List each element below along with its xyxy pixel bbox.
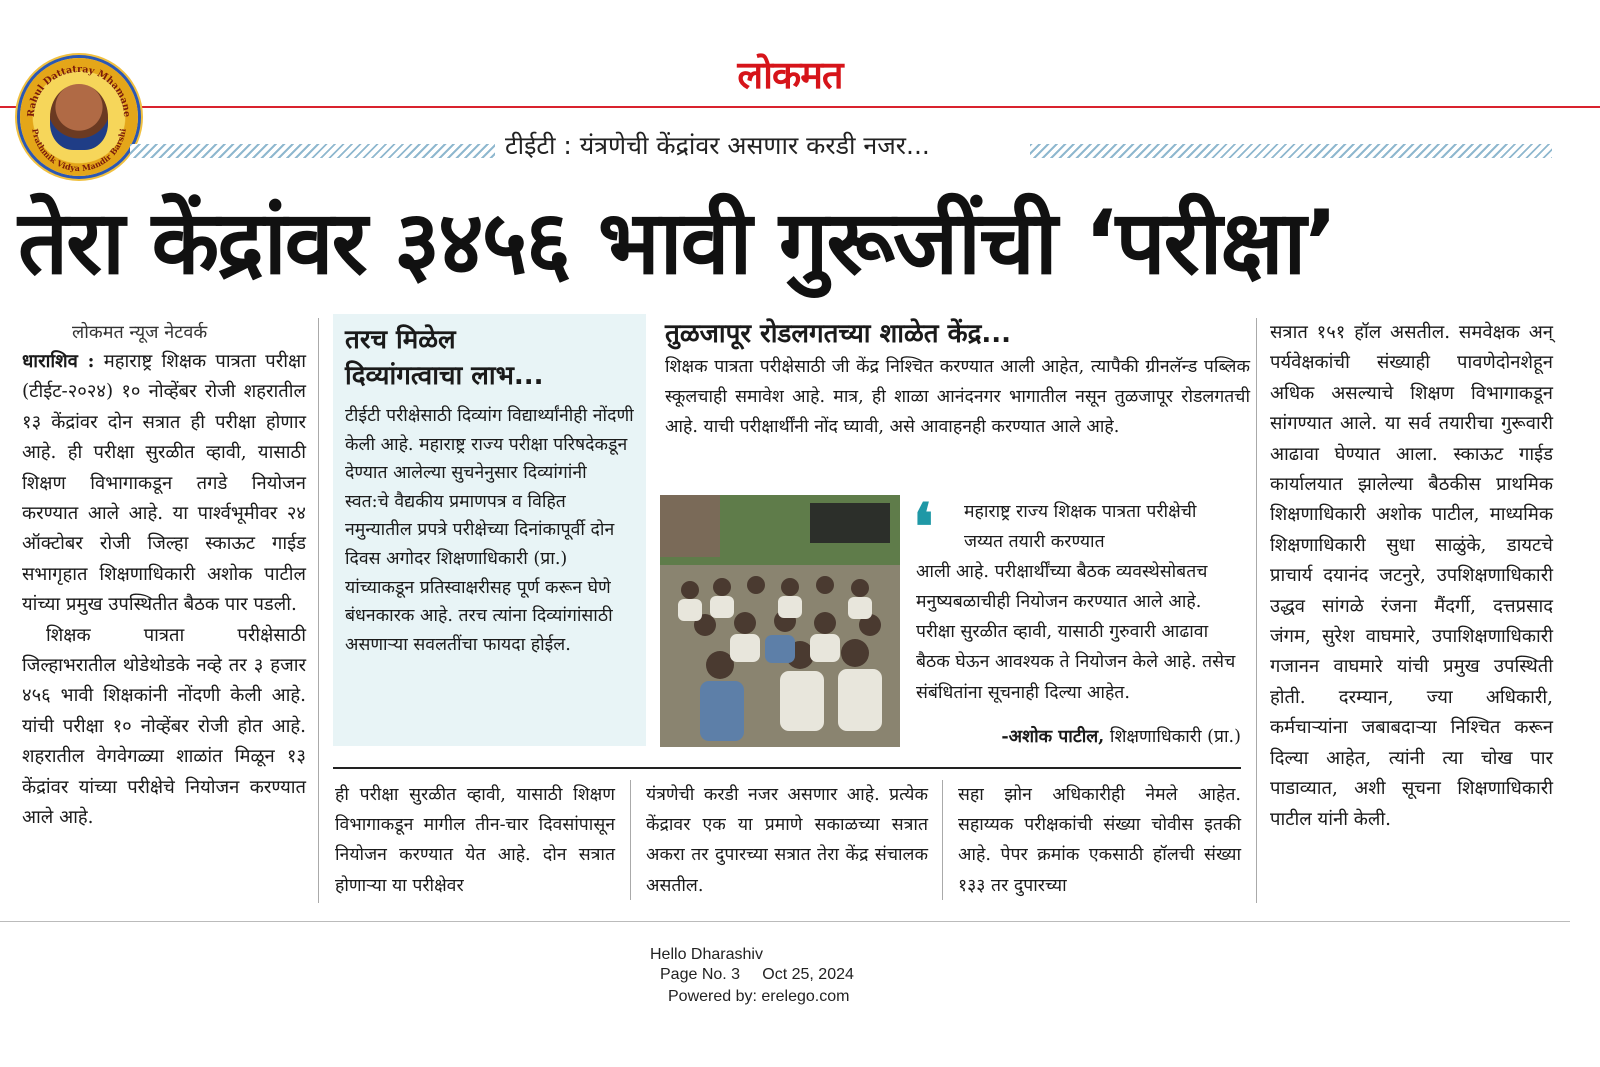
bottom-column-1: ही परीक्षा सुरळीत व्हावी, यासाठी शिक्षण विभागाकडून मागील तीन-चार दिवसांपासून नियोजन करण्यात येत आहे. दोन सत्रात होणाऱ्या या परीक्षेवर	[335, 785, 615, 896]
column-divider	[942, 780, 943, 900]
sidebar-title-line-2: दिव्यांगत्वाचा लाभ...	[345, 361, 544, 391]
bottom-column-2: यंत्रणेची करडी नजर असणार आहे. प्रत्येक केंद्रावर एक या प्रमाणे सकाळच्या सत्रात अकरा तर दुपारच्या सत्रात तेरा केंद्र संचालक असतील.	[646, 785, 928, 896]
footer-edition: Hello Dharashiv	[650, 946, 763, 963]
section-rule	[333, 767, 1241, 769]
quote-mark-icon: ❛	[913, 490, 934, 565]
quote-body-intro: महाराष्ट्र राज्य शिक्षक पात्रता परीक्षेची जय्यत तयारी करण्यात	[964, 502, 1197, 553]
byline: लोकमत न्यूज नेटवर्क	[72, 322, 208, 343]
headline: तेरा केंद्रांवर ३४५६ भावी गुरूजींची ‘परीक्षा’	[18, 191, 1336, 294]
sidebar-title	[345, 322, 635, 394]
badge-text-bottom: Prathmik Vidya Mandir Barshi	[30, 127, 128, 174]
footer-powered-by[interactable]: Powered by: erelego.com	[668, 988, 850, 1005]
footer-rule	[0, 921, 1570, 922]
quote-attribution	[916, 724, 1241, 748]
meeting-photo-illustration	[660, 495, 900, 747]
column-divider	[630, 780, 631, 900]
svg-text:Prathmik Vidya Mandir Barshi	[30, 128, 128, 173]
badge-text-top: Rahul Dattatray Mhamane	[25, 63, 133, 118]
bottom-column-3: सहा झोन अधिकारीही नेमले आहेत. सहाय्यक परीक्षकांची संख्या चोवीस इतकी आहे. पेपर क्रमांक एकसाठी हॉलची संख्या १३३ तर दुपारच्या	[958, 785, 1241, 896]
hatch-right	[1030, 144, 1552, 158]
masthead-rule	[0, 106, 1600, 108]
badge-ring-text	[20, 58, 138, 176]
article-column-1	[22, 347, 306, 834]
kicker: टीईटी : यंत्रणेची केंद्रांवर असणार करडी नजर...	[505, 131, 930, 160]
quote-body-rest: आली आहे. परीक्षार्थींच्या बैठक व्यवस्थेसोबतच मनुष्यबळाचीही नियोजन करण्यात आले आहे. परीक्षा सुरळीत व्हावी, यासाठी गुरुवारी आढावा बैठक घेऊन आवश्यक ते नियोजन केले आहे. तसेच संबंधितांना सूचनाही दिल्या आहेत.	[916, 562, 1236, 703]
center-title: तुळजापूर रोडलगतच्या शाळेत केंद्र...	[665, 319, 1012, 349]
paragraph-2: शिक्षक पात्रता परीक्षेसाठी जिल्हाभरातील थोडेथोडके नव्हे तर ३ हजार ४५६ भावी शिक्षकांनी नोंदणी केली आहे. यांची परीक्षा १० नोव्हेंबर रोजी होत आहे. शहरातील वेगवेगळ्या शाळांत मिळून १३ केंद्रांवर यांच्या परीक्षेचे नियोजन करण्यात आले आहे.	[22, 624, 306, 829]
article-column-4: सत्रात १५१ हॉल असतील. समवेक्षक अन् पर्यवेक्षकांची संख्याही पावणेदोनशेहून अधिक असल्याचे शिक्षण विभागाकडून सांगण्यात आले. या सर्व तयारीचा गुरूवारी आढावा घेण्यात आला. स्काऊट गाईड कार्यालयात झालेल्या बैठकीस प्राथमिक शिक्षणाधिकारी अशोक पाटील, माध्यमिक शिक्षणाधिकारी सुधा साळुंके, डायटचे प्राचार्य दयानंद जटनुरे, उपशिक्षणाधिकारी उद्धव सांगळे रंजना मैंदर्गी, दत्तप्रसाद जंगम, सुरेश वाघमारे, उपाशिक्षणाधिकारी गजानन वाघमारे यांची प्रमुख उपस्थिती होती. दरम्यान, ज्या अधिकारी, कर्मचाऱ्यांना जबाबदाऱ्या निश्चित करून दिल्या आहेत, त्यांनी त्या चोख पार पाडाव्यात, अशी सूचना शिक्षणाधिकारी पाटील यांनी केली.	[1270, 322, 1553, 830]
profile-badge	[20, 58, 138, 176]
dateline: धाराशिव :	[22, 351, 95, 372]
column-divider	[318, 318, 319, 903]
quote-sign-role: शिक्षणाधिकारी (प्रा.)	[1109, 727, 1241, 747]
newspaper-logo[interactable]: लोकमत	[737, 53, 843, 97]
svg-text:Rahul Dattatray Mhamane	[26, 64, 132, 118]
paragraph-1	[22, 347, 306, 621]
paragraph-1-text: महाराष्ट्र शिक्षक पात्रता परीक्षा (टीईट-२०२४) १० नोव्हेंबर रोजी शहरातील १३ केंद्रांवर दोन सत्रात ही परीक्षा होणार आहे. ही परीक्षा सुरळीत व्हावी, यासाठी शिक्षण विभागाकडून तगडे नियोजन करण्यात आले आहे. या पार्श्वभूमीवर २४ ऑक्टोबर रोजी जिल्हा स्काऊट गाईड सभागृहात शिक्षणाधिकारी अशोक पाटील यांच्या प्रमुख उपस्थितीत बैठक पार पडली.	[22, 351, 306, 616]
hatch-left	[130, 144, 495, 158]
sidebar-body: टीईटी परीक्षेसाठी दिव्यांग विद्यार्थ्यांनीही नोंदणी केली आहे. महाराष्ट्र राज्य परीक्षा परिषदेकडून देण्यात आलेल्या सुचनेनुसार दिव्यांगांनी स्वत:चे वैद्यकीय प्रमाणपत्र व विहित नमुन्यातील प्रपत्रे परीक्षेच्या दिनांकापूर्वी दोन दिवस अगोदर शिक्षणाधिकारी (प्रा.) यांच्याकडून प्रतिस्वाक्षरीसह पूर्ण करून घेणे बंधनकारक आहे. तरच त्यांना दिव्यांगांसाठी असणाऱ्या सवलतींचा फायदा होईल.	[345, 406, 634, 655]
center-body: शिक्षक पात्रता परीक्षेसाठी जी केंद्र निश्चित करण्यात आली आहेत, त्यापैकी ग्रीनलॅन्ड पब्लिक स्कूलचाही समावेश आहे. मात्र, ही शाळा आनंदनगर भागातील नसून तुळजापूर रोडलगतची आहे. याची परीक्षार्थींनी नोंद घ्यावी, असे आवाहनही करण्यात आले आहे.	[665, 357, 1250, 438]
footer-page-date: Page No. 3 Oct 25, 2024	[660, 966, 854, 983]
meeting-photo	[660, 495, 900, 747]
quote-body	[916, 497, 1241, 708]
sidebar-title-line-1: तरच मिळेल	[345, 325, 456, 355]
quote-sign-name: -अशोक पाटील,	[1001, 726, 1105, 747]
column-divider	[1256, 318, 1257, 903]
